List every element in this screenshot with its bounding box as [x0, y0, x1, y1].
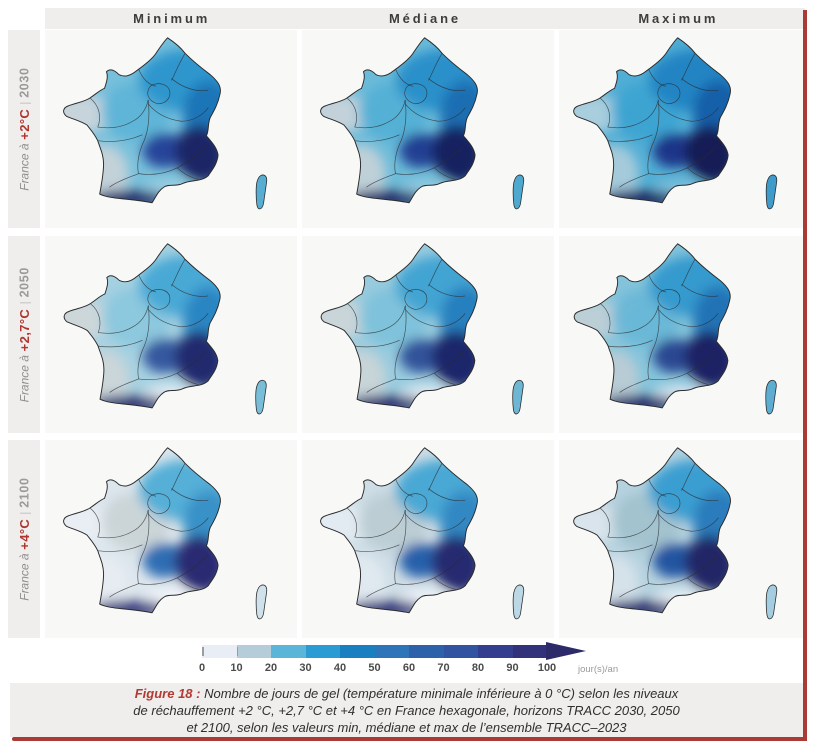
colorbar-tick-label: 20 — [264, 662, 278, 674]
colorbar-tick-0 — [202, 647, 204, 656]
column-header-maximum: Maximum — [638, 11, 719, 26]
row-label-prefix: France à — [17, 354, 31, 403]
colorbar-tick-label: 50 — [368, 662, 381, 674]
colorbar-tick-label: 40 — [333, 662, 347, 674]
colorbar-tick-label: 100 — [537, 662, 557, 674]
row-label-year: 2030 — [17, 67, 31, 98]
figure-number-label: Figure 18 : — [134, 685, 201, 701]
colorbar-tick-10 — [237, 647, 239, 656]
row-label-year: 2100 — [17, 477, 31, 508]
map-panel-2050-maximum — [559, 236, 805, 433]
map-panel-2050-mediane — [302, 236, 554, 433]
row-label-temperature: +2,7°C — [16, 308, 32, 351]
france-choropleth-map — [48, 32, 295, 226]
map-panel-2100-minimum — [45, 440, 297, 638]
caption-line-1 — [10, 685, 803, 702]
colorbar-tick-label: 60 — [402, 662, 416, 674]
france-choropleth-map — [561, 442, 802, 636]
france-choropleth-map — [561, 238, 802, 431]
caption-text-1: Nombre de jours de gel (température minimale inférieure à 0 °C) selon les niveaux — [204, 685, 679, 701]
colorbar-unit-label: jour(s)/an — [578, 664, 619, 675]
column-header-mediane: Médiane — [388, 11, 462, 26]
france-choropleth-map — [561, 32, 802, 226]
corsica-island — [767, 175, 778, 209]
corsica-island — [766, 380, 777, 414]
row-label-2050 — [8, 236, 40, 433]
colorbar-tick-label: 90 — [506, 662, 519, 674]
figure-caption — [10, 683, 803, 737]
row-label-prefix: France à — [17, 143, 31, 191]
corsica-island — [512, 380, 523, 414]
colorbar-legend — [198, 645, 619, 675]
corsica-island — [256, 175, 267, 209]
colorbar-arrow — [546, 642, 586, 660]
row-label-separator: | — [17, 101, 31, 105]
row-label-temperature: +4°C — [16, 518, 32, 550]
corsica-island — [513, 175, 524, 209]
caption-line-2: de réchauffement +2 °C, +2,7 °C et +4 °C en France hexagonale, horizons TRACC 2030, 2050 — [133, 702, 680, 718]
corsica-island — [513, 585, 524, 619]
column-header-strip — [45, 8, 805, 29]
map-panel-2030-minimum — [45, 30, 297, 228]
row-label-prefix: France à — [17, 553, 31, 601]
colorbar-tick-label: 70 — [437, 662, 450, 674]
colorbar-tick-labels — [198, 662, 557, 676]
column-header-minimum: Minimum — [133, 11, 211, 26]
france-choropleth-map — [305, 442, 552, 636]
map-panel-2030-mediane — [302, 30, 554, 228]
page-border-right — [803, 10, 807, 741]
map-panel-2100-maximum — [559, 440, 805, 638]
colorbar-tick-label: 80 — [471, 662, 485, 674]
colorbar-tick-label: 0 — [198, 662, 206, 674]
france-choropleth-map — [305, 238, 552, 431]
france-choropleth-map — [48, 442, 295, 636]
corsica-island — [767, 585, 778, 619]
row-label-2100 — [8, 440, 40, 638]
colorbar-segments — [202, 645, 547, 658]
row-label-temperature: +2°C — [16, 108, 32, 140]
map-panel-2030-maximum — [559, 30, 805, 228]
caption-line-3: et 2100, selon les valeurs min, médiane et max de l’ensemble TRACC–2023 — [186, 719, 627, 735]
colorbar-tick-label: 30 — [299, 662, 312, 674]
row-label-year: 2050 — [17, 266, 31, 298]
page-border-bottom — [12, 737, 805, 741]
row-label-2030 — [8, 30, 40, 228]
corsica-island — [256, 585, 267, 619]
colorbar-tick-label: 10 — [230, 662, 243, 674]
france-choropleth-map — [48, 238, 295, 431]
row-label-separator: | — [17, 301, 31, 305]
row-label-separator: | — [17, 511, 31, 515]
france-choropleth-map — [305, 32, 552, 226]
corsica-island — [255, 380, 266, 414]
map-panel-2050-minimum — [45, 236, 297, 433]
map-panel-2100-mediane — [302, 440, 554, 638]
